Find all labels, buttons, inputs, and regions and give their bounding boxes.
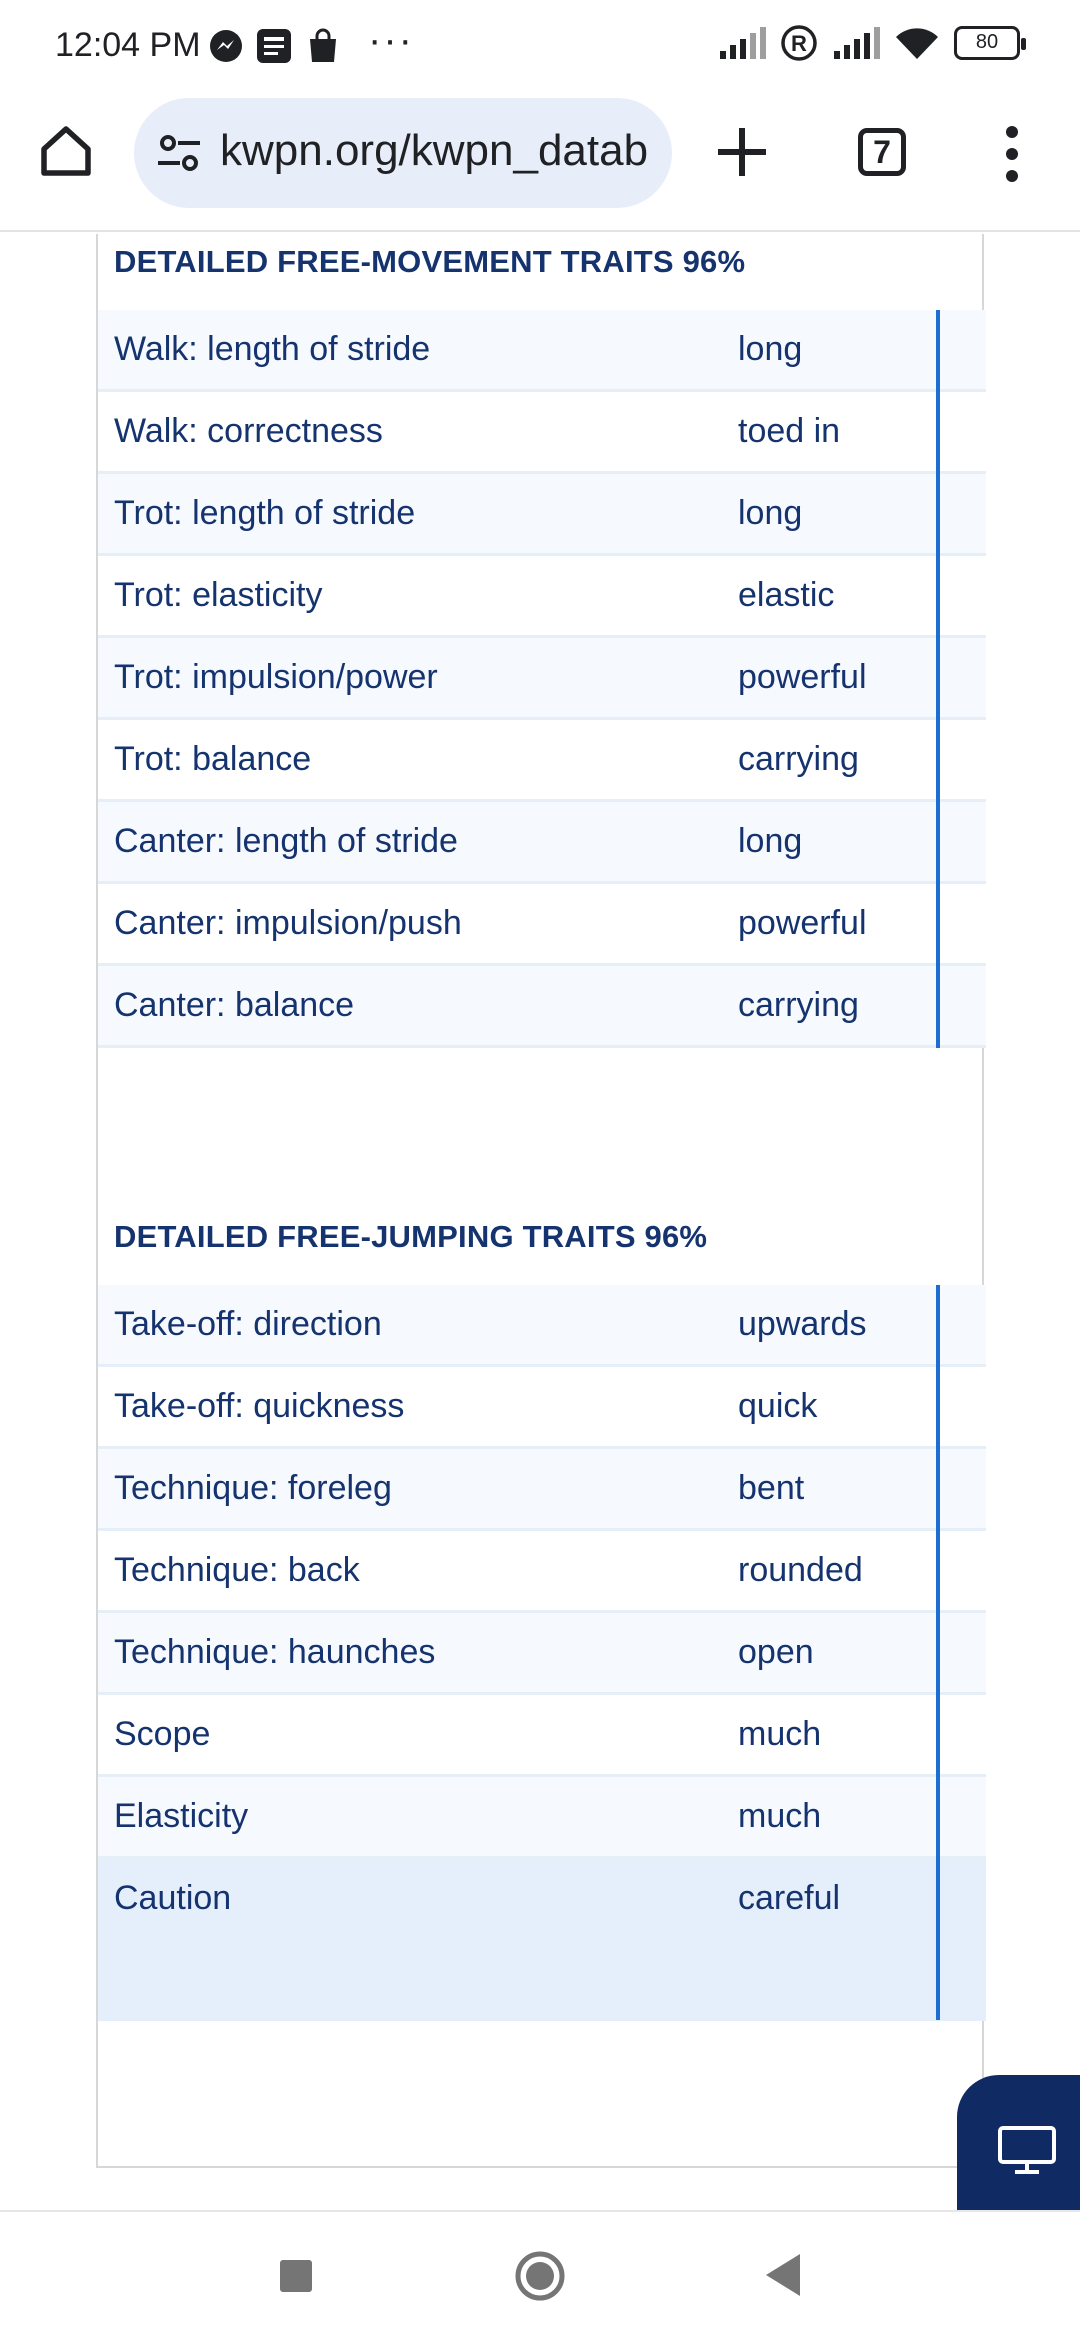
trait-value: rounded bbox=[738, 1551, 863, 1589]
movement-traits-table bbox=[98, 310, 986, 1048]
url-text[interactable]: kwpn.org/kwpn_datab bbox=[220, 126, 649, 175]
trait-label: Technique: haunches bbox=[114, 1633, 436, 1671]
plus-icon[interactable] bbox=[714, 124, 770, 180]
news-app-icon bbox=[256, 28, 292, 64]
section-title-jumping: DETAILED FREE-JUMPING TRAITS 96% bbox=[114, 1219, 708, 1254]
table-row bbox=[98, 720, 986, 802]
trait-value: long bbox=[738, 494, 803, 532]
trait-value: elastic bbox=[738, 576, 835, 614]
table-row bbox=[98, 474, 986, 556]
trait-value: much bbox=[738, 1715, 822, 1753]
address-bar[interactable] bbox=[134, 98, 672, 208]
battery-level: 80 bbox=[975, 31, 999, 53]
trait-value: carrying bbox=[738, 986, 859, 1024]
trait-value: open bbox=[738, 1633, 814, 1671]
roaming-icon bbox=[780, 24, 818, 62]
trait-value: bent bbox=[738, 1469, 805, 1507]
signal-2-icon bbox=[832, 25, 880, 61]
trait-label: Scope bbox=[114, 1715, 211, 1753]
svg-text:R: R bbox=[791, 31, 807, 56]
trait-label: Take-off: quickness bbox=[114, 1387, 405, 1425]
page-content bbox=[0, 234, 1080, 2210]
trait-value: long bbox=[738, 822, 803, 860]
table-row bbox=[98, 1285, 986, 1367]
scroll-indicator-movement bbox=[936, 310, 940, 1048]
trait-value: careful bbox=[738, 1879, 841, 1917]
trait-value: toed in bbox=[738, 412, 841, 450]
trait-value: much bbox=[738, 1797, 822, 1835]
status-icons bbox=[718, 24, 1020, 62]
trait-value: carrying bbox=[738, 740, 859, 778]
nav-back-icon[interactable] bbox=[762, 2252, 802, 2298]
trait-value: upwards bbox=[738, 1305, 867, 1343]
table-row bbox=[98, 884, 986, 966]
jumping-traits-table bbox=[98, 1285, 986, 2021]
trait-label: Take-off: direction bbox=[114, 1305, 382, 1343]
desktop-icon bbox=[997, 2125, 1057, 2175]
trait-label: Technique: foreleg bbox=[114, 1469, 392, 1507]
home-icon[interactable] bbox=[38, 123, 94, 179]
trait-label: Canter: balance bbox=[114, 986, 355, 1024]
messenger-icon bbox=[208, 28, 244, 64]
trait-label: Trot: length of stride bbox=[114, 494, 416, 532]
table-row bbox=[98, 1367, 986, 1449]
status-bar bbox=[0, 0, 1080, 96]
trait-value: powerful bbox=[738, 904, 867, 942]
shopping-bag-icon bbox=[306, 28, 340, 64]
browser-toolbar bbox=[0, 96, 1080, 232]
desktop-view-button[interactable] bbox=[957, 2075, 1080, 2215]
table-row bbox=[98, 802, 986, 884]
status-time: 12:04 PM bbox=[55, 26, 201, 64]
table-row bbox=[98, 310, 986, 392]
table-row bbox=[98, 1449, 986, 1531]
nav-home-icon[interactable] bbox=[514, 2250, 566, 2302]
trait-label: Walk: length of stride bbox=[114, 330, 431, 368]
table-row bbox=[98, 1695, 986, 1777]
trait-label: Trot: elasticity bbox=[114, 576, 323, 614]
wifi-icon bbox=[894, 25, 940, 61]
table-row bbox=[98, 966, 986, 1048]
trait-label: Canter: length of stride bbox=[114, 822, 458, 860]
trait-label: Elasticity bbox=[114, 1797, 249, 1835]
section-title-movement: DETAILED FREE-MOVEMENT TRAITS 96% bbox=[114, 244, 746, 279]
trait-label: Technique: back bbox=[114, 1551, 360, 1589]
trait-value: powerful bbox=[738, 658, 867, 696]
scroll-indicator-jumping bbox=[936, 1285, 940, 2020]
battery-icon bbox=[954, 26, 1020, 60]
trait-value: quick bbox=[738, 1387, 818, 1425]
trait-label: Caution bbox=[114, 1879, 232, 1917]
trait-value: long bbox=[738, 330, 803, 368]
tune-icon[interactable] bbox=[154, 128, 204, 178]
table-row bbox=[98, 1777, 986, 1859]
trait-label: Trot: balance bbox=[114, 740, 312, 778]
recents-button[interactable] bbox=[280, 2260, 312, 2292]
trait-label: Walk: correctness bbox=[114, 412, 383, 450]
table-row bbox=[98, 556, 986, 638]
tab-switcher-button[interactable]: 7 bbox=[858, 128, 906, 176]
table-row bbox=[98, 392, 986, 474]
table-row bbox=[98, 1531, 986, 1613]
table-row-highlighted bbox=[98, 1859, 986, 2021]
more-vert-icon[interactable] bbox=[1000, 124, 1024, 184]
system-nav-bar bbox=[0, 2210, 1080, 2340]
table-row bbox=[98, 638, 986, 720]
trait-label: Trot: impulsion/power bbox=[114, 658, 438, 696]
signal-icon bbox=[718, 25, 766, 61]
status-more-icon: ··· bbox=[368, 18, 414, 62]
table-row bbox=[98, 1613, 986, 1695]
traits-card bbox=[96, 234, 984, 2168]
trait-label: Canter: impulsion/push bbox=[114, 904, 462, 942]
